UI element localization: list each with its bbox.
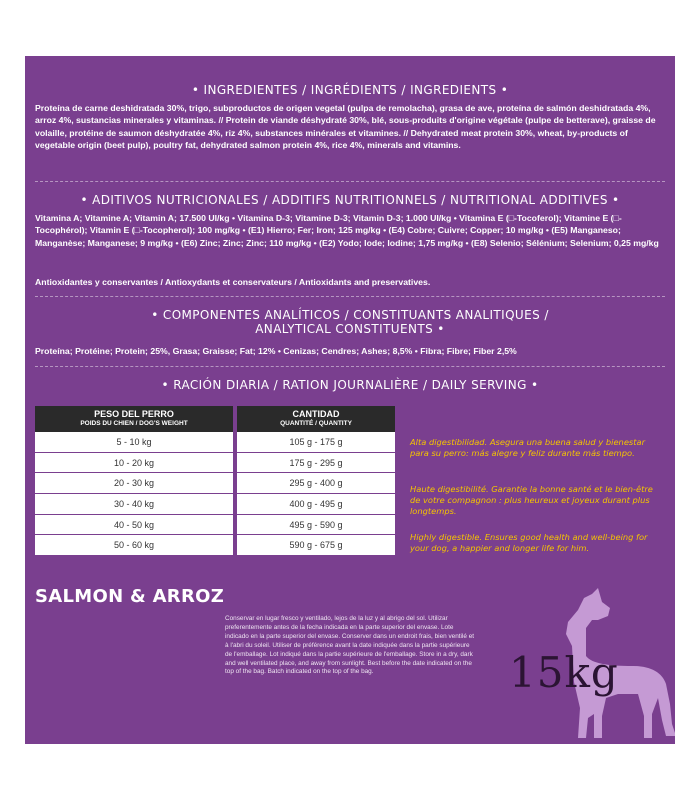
weight-column-title: PESO DEL PERRO [94,409,174,419]
amount-column-title: CANTIDAD [292,409,340,419]
additives-text: Vitamina A; Vitamine A; Vitamin A; 17.500 UI/kg • Vitamina D-3; Vitamine D-3; Vitamin D-3; 1.000 UI/kg • Vitamina E (□-Tocoferol); Vitamine E (□-Tocophérol); Vitamin E (□-Tocopherol); 100 mg/kg • (E1) Hierro; Fer; Iron; 125 mg/kg • (E4) Cobre; Cuivre; Copper; 10 mg/kg • (E5) Manganeso; Manganèse; Manganese; 9 mg/kg • (E6) Zinc; Zinc; Zinc; 110 mg/kg • (E2) Yodo; Iode; Iodine; 1,75 mg/kg • (E8) Selenio; Sélénium; Selenium; 0,25 mg/kg [35,213,659,248]
analytical-text: Proteína; Protéine; Protein; 25%, Grasa; Graisse; Fat; 12% • Cenizas; Cendres; Ashes; 8,5% • Fibra; Fibre; Fiber 2,5% [35,346,517,356]
dog-weight-cell: 20 - 30 kg [35,473,235,494]
ingredients-text: Proteína de carne deshidratada 30%, trigo, subproductos de origen vegetal (pulpa de remolacha), grasa de ave, proteína de salmón deshidratada 4%, arroz 4%, sustancias minerales y vitaminas. // Protein de viande déshydraté 30%, blé, sous-produits d'origine végétale (pulpe de betterave), graisse de volaille, protéine de saumon déshydratée 4%, riz 4%, substances minérales et vitamines. // Dehydrated meat protein 30%, wheat, by-products of vegetable origin (beet pulp), poultry fat, dehydrated salmon protein 4%, rice 4%, minerals and vitamins. [35,103,656,151]
storage-instructions: Conservar en lugar fresco y ventilado, lejos de la luz y al abrigo del sol. Utilizar preferentemente antes de la fecha indicada en la parte superior del envase. Lote indicado en la parte superior del envase. Conserver dans un endroit frais, bien ventilé et à l'abri du soleil. Utiliser de préférence avant la date indiquée dans la partie supérieure de l'emballage. Lot indiqué dans la partie supérieure de l'emballage. Store in a dry, dark and well ventilated place, and away from sunlight. Best before the date indicated on the top of the bag. Batch indicated on the top of the bag. [225,615,475,676]
analytical-heading-line2: ANALYTICAL CONSTITUENTS • [255,322,445,336]
table-row [35,473,395,494]
table-row [35,535,395,556]
claim-english: Highly digestible. Ensures good health and well-being for your dog, a happier and longer life for him. [410,532,648,553]
divider [35,296,665,297]
amount-cell: 105 g - 175 g [235,432,395,452]
ingredients-heading: • INGREDIENTES / INGRÉDIENTS / INGREDIENTS • [191,83,509,97]
claim-spanish: Alta digestibilidad. Asegura una buena salud y bienestar para su perro: más alegre y feliz durante más tiempo. [410,437,645,458]
amount-cell: 590 g - 675 g [235,535,395,556]
weight-column-subtitle: POIDS DU CHIEN / DOG'S WEIGHT [80,420,188,427]
amount-cell: 400 g - 495 g [235,494,395,515]
antioxidants-text: Antioxidantes y conservantes / Antioxydants et conservateurs / Antioxidants and preservatives. [35,277,431,287]
dog-weight-cell: 5 - 10 kg [35,432,235,452]
additives-heading: • ADITIVOS NUTRICIONALES / ADDITIFS NUTRITIONNELS / NUTRITIONAL ADDITIVES • [80,193,620,207]
table-row [35,432,395,452]
claim-french: Haute digestibilité. Garantie la bonne santé et le bien-être de votre compagnon : plus heureux et joyeux durant plus longtemps. [410,484,653,516]
amount-column-header [235,406,395,432]
analytical-heading-line1: • COMPONENTES ANALÍTICOS / CONSTITUANTS ANALITIQUES / [151,308,549,322]
table-row [35,452,395,473]
net-weight: 15kg [509,648,619,697]
dog-weight-cell: 30 - 40 kg [35,494,235,515]
amount-cell: 295 g - 400 g [235,473,395,494]
table-row [35,514,395,535]
amount-cell: 175 g - 295 g [235,452,395,473]
amount-cell: 495 g - 590 g [235,514,395,535]
dog-weight-cell: 40 - 50 kg [35,514,235,535]
divider [35,366,665,367]
table-row [35,494,395,515]
weight-column-header [35,406,235,432]
divider [35,181,665,182]
dog-weight-cell: 50 - 60 kg [35,535,235,556]
daily-serving-table [35,406,395,556]
product-label-panel [25,56,675,744]
product-name: SALMON & ARROZ [35,586,225,607]
ration-heading: • RACIÓN DIARIA / RATION JOURNALIÈRE / DAILY SERVING • [161,378,539,392]
amount-column-subtitle: QUANTITÉ / QUANTITY [280,420,352,427]
dog-weight-cell: 10 - 20 kg [35,452,235,473]
table-header-row [35,406,395,432]
